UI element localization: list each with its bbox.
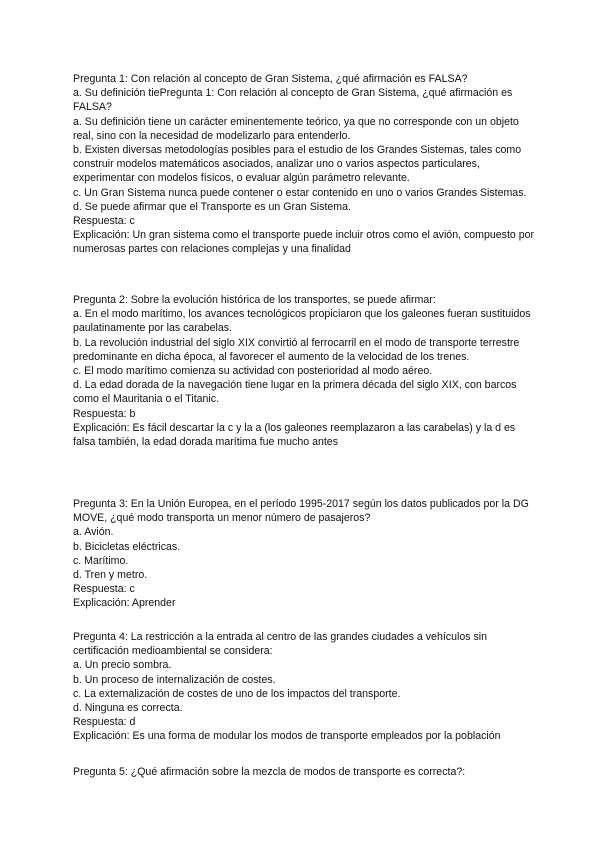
question-3-option-a: a. Avión. bbox=[73, 526, 114, 539]
question-1-option-b: b. Existen diversas metodologías posibles para el estudio de los Grandes Sistemas, tales como construir modelos matemáticos asociados, analizar uno o varios aspectos particulares, experimentar con modelos físicos, o evaluar algún parámetro relevante. bbox=[73, 144, 522, 185]
question-1-option-a: a. Su definición tiene un carácter eminentemente teórico, ya que no corresponde con un objeto real, sino con la necesidad de modelizarlo para entenderlo. bbox=[73, 115, 519, 142]
question-4-prompt: Pregunta 4: La restricción a la entrada al centro de las grandes ciudades a vehículos sin certificación medioambiental se considera: bbox=[73, 631, 487, 658]
question-3-block bbox=[73, 497, 535, 611]
question-3-answer: Respuesta: c bbox=[73, 583, 135, 596]
question-2-explanation: Explicación: Es fácil descartar la c y la a (los galeones reemplazaron a las carabelas) y la d es falsa también, la edad dorada marítima fue mucho antes bbox=[73, 421, 516, 449]
question-1-block bbox=[73, 72, 535, 257]
question-1-explanation: Explicación: Un gran sistema como el transporte puede incluir otros como el avión, compuesto por numerosas partes con relaciones complejas y una finalidad bbox=[73, 229, 535, 256]
question-4-explanation: Explicación: Es una forma de modular los modos de transporte empleados por la población bbox=[73, 730, 501, 743]
question-4-option-d: d. Ninguna es correcta. bbox=[73, 702, 183, 715]
question-3-prompt: Pregunta 3: En la Unión Europea, en el período 1995-2017 según los datos publicados por la DG MOVE, ¿qué modo transporta un menor número de pasajeros? bbox=[73, 498, 529, 525]
question-3-option-c: c. Marítimo. bbox=[73, 554, 129, 567]
question-2-prompt: Pregunta 2: Sobre la evolución histórica de los transportes, se puede afirmar: bbox=[73, 294, 436, 306]
question-1-line-garbled: a. Su definición tiePregunta 1: Con relación al concepto de Gran Sistema, ¿qué afirmación es FALSA? bbox=[73, 87, 513, 114]
question-5-block bbox=[73, 765, 535, 779]
question-2-option-b: b. La revolución industrial del siglo XIX convirtió al ferrocarril en el modo de transporte terrestre predominante en dicha época, al favorecer el aumento de la velocidad de los trenes. bbox=[73, 336, 520, 363]
question-2-option-d: d. La edad dorada de la navegación tiene lugar en la primera década del siglo XIX, con barcos como el Mauritania o el Titanic. bbox=[73, 379, 517, 406]
question-4-block bbox=[73, 630, 535, 744]
question-4-option-c: c. La externalización de costes de uno de los impactos del transporte. bbox=[73, 687, 401, 700]
question-3-explanation: Explicación: Aprender bbox=[73, 597, 176, 610]
question-1-prompt: Pregunta 1: Con relación al concepto de Gran Sistema, ¿qué afirmación es FALSA? bbox=[73, 73, 468, 85]
question-4-option-b: b. Un proceso de internalización de costes. bbox=[73, 673, 276, 686]
question-4-option-a: a. Un precio sombra. bbox=[73, 659, 172, 672]
question-2-option-a: a. En el modo marítimo, los avances tecnológicos propiciaron que los galeones fueran sustituidos paulatinamente por las carabelas. bbox=[73, 308, 531, 335]
question-1-option-c: c. Un Gran Sistema nunca puede contener o estar contenido en uno o varios Grandes Sistemas. bbox=[73, 186, 527, 199]
question-5-prompt: Pregunta 5: ¿Qué afirmación sobre la mezcla de modos de transporte es correcta?: bbox=[73, 766, 466, 778]
question-2-answer: Respuesta: b bbox=[73, 407, 136, 420]
question-3-option-d: d. Tren y metro. bbox=[73, 569, 148, 582]
question-1-answer: Respuesta: c bbox=[73, 215, 135, 228]
question-4-answer: Respuesta: d bbox=[73, 716, 136, 729]
question-3-option-b: b. Bicicletas eléctricas. bbox=[73, 540, 181, 553]
question-2-option-c: c. El modo marítimo comienza su actividad con posterioridad al modo aéreo. bbox=[73, 365, 433, 378]
question-1-option-d: d. Se puede afirmar que el Transporte es un Gran Sistema. bbox=[73, 200, 351, 213]
question-2-block bbox=[73, 293, 535, 449]
